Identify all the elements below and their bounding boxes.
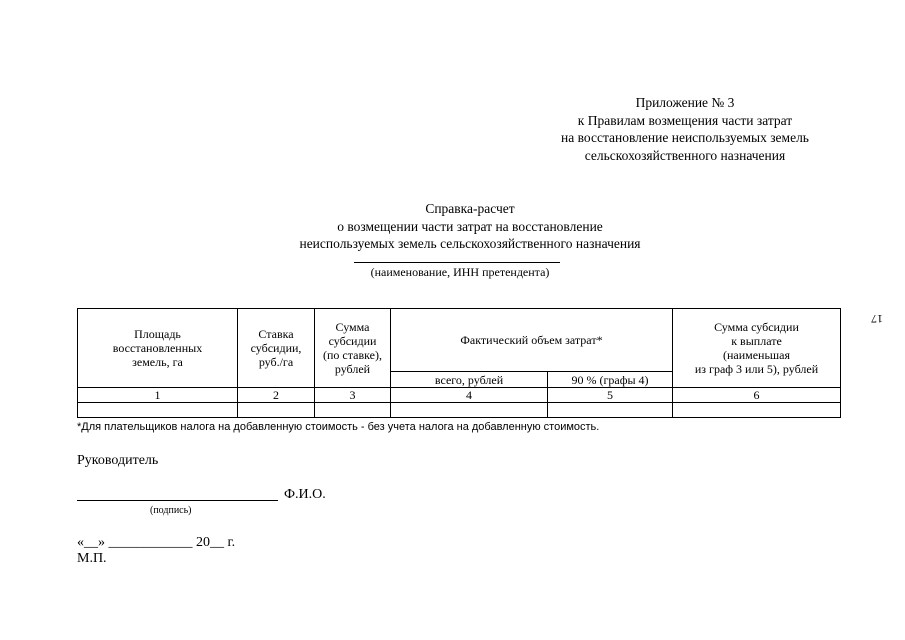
head-label: Руководитель [77,453,159,468]
column-number: 4 [391,388,548,403]
header-actual-costs: Фактический объем затрат* [391,309,673,372]
calculation-table [77,308,841,418]
table-row [78,403,841,418]
table-header-row [78,309,841,372]
date-line: «__» ____________ 20__ г. [77,535,236,550]
table-cell[interactable] [315,403,391,418]
column-number: 3 [315,388,391,403]
table-cell[interactable] [548,403,673,418]
header-subsidy-payout: Сумма субсидии к выплате (наименьшая из граф 3 или 5), рублей [673,309,841,388]
signature-line [77,500,278,501]
header-area: Площадь восстановленных земель, га [78,309,238,388]
applicant-name-line [354,262,560,263]
page-number: 17 [871,312,883,326]
stamp-label: М.П. [77,551,107,566]
column-number: 1 [78,388,238,403]
title-line-1: Справка-расчет [425,201,515,216]
title-line-2: о возмещении части затрат на восстановление [337,218,603,234]
table-cell[interactable] [78,403,238,418]
table-cell[interactable] [391,403,548,418]
column-number: 2 [238,388,315,403]
signature-caption: (подпись) [150,505,192,516]
table-number-row [78,388,841,403]
applicant-caption: (наименование, ИНН претендента) [370,265,550,279]
appendix-line-2: к Правилам возмещения части затрат [577,112,793,128]
header-rate: Ставка субсидии, руб./га [238,309,315,388]
column-number: 6 [673,388,841,403]
appendix-line-3: на восстановление неиспользуемых земель [561,130,809,145]
footnote: *Для плательщиков налога на добавленную стоимость - без учета налога на добавленную стоимость. [77,421,600,433]
table-cell[interactable] [673,403,841,418]
appendix-line-4: сельскохозяйственного назначения [584,147,786,163]
header-subsidy-by-rate: Сумма субсидии (по ставке), рублей [315,309,391,388]
appendix-block [520,94,850,164]
header-costs-90: 90 % (графы 4) [548,372,673,388]
header-costs-total: всего, рублей [391,372,548,388]
appendix-line-1: Приложение № 3 [635,95,735,110]
title-line-3: неиспользуемых земель сельскохозяйственного назначения [299,236,641,251]
column-number: 5 [548,388,673,403]
table-cell[interactable] [238,403,315,418]
fio-label: Ф.И.О. [284,487,326,502]
document-title [260,200,680,253]
